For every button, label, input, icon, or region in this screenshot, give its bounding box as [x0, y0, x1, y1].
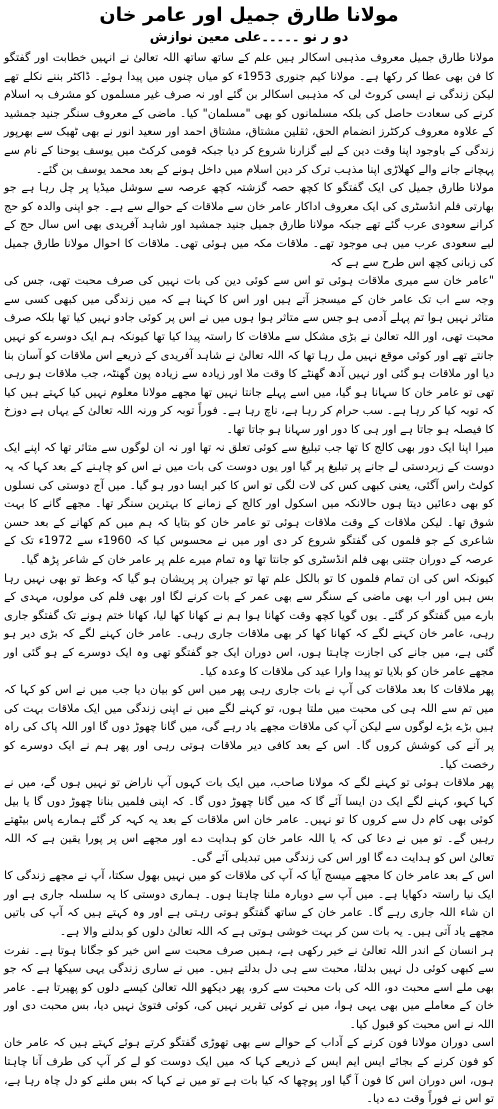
article-paragraph: مولانا طارق جمیل کی ایک گفتگو کا کچھ حصہ گزشتہ کچھ عرصہ سے سوشل میڈیا پر چل رہا ہے جو بھارتی فلم انڈسٹری کی ایک معروف اداکار عامر خان سے ملاقات کے حوالے سے ہے۔ جو اپنی والدہ کو حج کرانے سعودی عرب گئے تھے جبکہ مولانا طارق جمیل جنید جمشید اور شاہد آفریدی بھی اس سال حج کے لیے سعودی عرب میں ہی موجود تھے۔ ملاقات مکہ میں ہوئی تھی۔ ملاقات کا احوال مولانا طارق جمیل کی زبانی کچھ اس طرح سے ہے کہ [4, 181, 494, 269]
article-paragraph: اس کے بعد عامر خان کا مجھے میسج آیا کہ آپ کی ملاقات کو میں نہیں بھول سکتا، آپ نے مجھے زندگی کا ایک نیا راستہ دکھایا ہے۔ میں آپ سے دوبارہ ملنا چاہتا ہوں۔ ہماری دوستی کا یہ سلسلہ جاری ہے اور ان شاء اللہ جاری رہے گا۔ عامر خان کے ساتھ گفتگو ہوتی رہتی ہے اور وہ کہتے ہیں کہ آپ کی باتیں مجھے یاد آتی ہیں۔ یہ بات سن کر بہت خوشی ہوتی ہے کہ اللہ تعالیٰ دلوں کو بدلنے والا ہے۔ [4, 869, 494, 938]
article-byline: دو ر نو ۔۔۔۔۔علی معین نوازش [149, 30, 349, 45]
article-paragraph: ہر انسان کے اندر اللہ تعالیٰ نے خیر رکھی ہے، ہمیں صرف محبت سے اس خیر کو جگانا ہوتا ہے۔ نفرت سے کبھی کوئی دل نہیں بدلتا، محبت سے ہی دل بدلتے ہیں۔ میں نے ساری زندگی یہی سیکھا ہے کہ جو بھی ملے اسے محبت دو، اللہ کی بات محبت سے کرو، پھر دیکھو اللہ تعالیٰ کیسے دلوں کو پھیرتا ہے۔ عامر خان کے معاملے میں بھی یہی ہوا، میں نے کوئی تقریر نہیں کی، کوئی فتویٰ نہیں دیا، بس محبت دی اور اللہ نے اس محبت کو قبول کیا۔ [4, 943, 494, 1031]
article-paragraph: میرا اپنا ایک دور بھی کالج کا تھا جب تبلیغ سے کوئی تعلق نہ تھا اور نہ ان لوگوں سے متاثر تھا کہ اپنے ایک دوست کے زبردستی لے جانے پر تبلیغ پر گیا اور یوں دوست کی بات میں نے اس کو چاہنے کے بعد کہا کہ یہ کولٹ راس آگئی، یعنی کبھی کس کی لات لگی تو اس کا کبر ایسا دور ہو گیا۔ میں آج دوستی کی نسلوں کو بھی دعائیں دیتا ہوں حالانکہ میں اسکول اور کالج کے زمانے کا بہترین سنگر تھا۔ مجھے گانے کا بہت شوق تھا۔ لیکن ملاقات کے وقت ملاقات ہوئی تو عامر خان کو بتایا کہ ہم میں کم کھانے کے بعد حسن شاعری کے جو فلموں کی گفتگو شروع کر دی اور میں نے محسوس کیا کہ 1960ء سے 1972ء تک کے عرصہ کے دوران جتنی بھی فلم انڈسٹری کو جانتا تھا وہ تمام میرے علم پر عامر خان کے شاعر پڑھ گیا۔ [4, 441, 494, 567]
article-paragraph: کیونکہ اس کی ان تمام فلموں کا تو بالکل علم تھا تو جیران پر پریشان ہو گیا کہ وعظ تو بھی نہیں رہا بس ہیں اور اب بھی ماضی کے سنگر سے بھی عمر کے بات کرنے لگا اور بھی فلم کی مولوں، مہدی کے بارے میں گفتگو کر گئے۔ یوں گویا کچھ وقت کھانا ہوا ہم نے کھانا کھا لیا، کھانا ختم ہونے تک گفتگو جاری رہی، عامر خان کہنے لگے کہ کھانا کھا کر بھی ملاقات جاری رہی۔ عامر خان کہنے لگے کہ بڑی دیر ہو گئی ہے، میں جانے کی اجازت چاہتا ہوں، اس دوران ایک جو گفتگو تھی وہ ایک دوسرے کے ہو گئی اور مجھے عامر خان کو بلایا تو پیدا وارا عید کی ملاقات کا وعدہ کیا۔ [4, 571, 494, 678]
article-title: مولانا طارق جمیل اور عامر خان [99, 4, 399, 26]
article-paragraph: پھر ملاقات ہوئی تو کہنے لگے کہ مولانا صاحب، میں ایک بات کہوں آپ ناراض تو نہیں ہوں گے، میں نے کہا کہو، کہنے لگے ایک دن ایسا آئے گا کہ میں گانا چھوڑ دوں گا۔ کہ اپنی فلمیں بنانا چھوڑ دوں گا یا بیل کوئی بھی کام دل سے کروں کا تو نہیں۔ عامر خان اس ملاقات کے بعد یہ کہہ کر گئے ہمارے پاس بیٹھتے رہیں گے۔ تو میں نے دعا کی کہ یا اللہ عامر خان کو ہدایت دے اور مجھے اس پر پورا یقین ہے کہ اللہ تعالیٰ اس کو ہدایت دے گا اور اس کی زندگی میں تبدیلی آئے گی۔ [4, 776, 494, 864]
article-paragraph: اسی دوران مولانا فون کرنے کے آداب کے حوالے سے بھی تھوڑی گفتگو کرتے ہوئے کہتے ہیں کہ عامر خان کو فون کرنے کے بجائے ایس ایم ایس کے ذریعے کہا کہ میں ایک دوست کو لے کر آپ کی طرف آنا چاہتا ہوں، اس دوران اس کا فون آ گیا اور پوچھا کہ کیا بات ہے تو میں نے کہا کہ بس ملنے کو دل چاہ رہا ہے، تو اس نے فوراً وقت دے دیا۔ [4, 1036, 494, 1106]
article-paragraph: "عامر خان سے میری ملاقات ہوئی تو اس سے کوئی دین کی بات نہیں کی صرف محبت تھی، جس کی وجہ سے اب تک عامر خان کے میسجز آتے ہیں اور اس کا کہنا ہے کہ میں زندگی میں کبھی کسی سے متاثر نہیں ہوا تم پہلے آدمی ہو جس سے متاثر ہوا ہوں میں نے اس پر کوئی جادو نہیں کیا تھا بلکہ صرف محبت تھی، اور اللہ تعالیٰ نے بڑی مشکل سے ملاقات کا راستہ پیدا کیا تھا کیونکہ ہم ایک دوسرے کو نہیں جانتے تھے اور کوئی موقع نہیں مل رہا تھا کہ اللہ تعالیٰ نے شاہد آفریدی کے ذریعے اس ملاقات کو آسان بنا دیا اور ملاقات ہو گئی اور نہیں آدھ گھنٹے کا وقت ملا اور زیادہ سے زیادہ پون گھنٹہ، جب ملاقات ہو رہی تھی تو عامر خان کا سہانا ہو گیا، میں اسے پہلے جانتا نہیں تھا مجھے مولانا معلوم نہیں کیا کہتے ہیں کیا کہ توبہ کیا کر رہا ہے۔ سب حرام کر رہا ہے، ناچ رہا ہے۔ فوراً توبہ کر ورنہ اللہ تعالیٰ کے یہاں ہے دوزخ کا فیصلہ ہو جاتا ہے اور ہی کا دور اور سہانا ہو جاتا تھا۔ [4, 274, 494, 436]
article-paragraph: پھر ملاقات کا بعد ملاقات کی آپ نے بات جاری رہی پھر میں اس کو بیان دیا جب میں نے اس کو کہا کہ میں تم سے اللہ ہی کی محبت میں ملتا ہوں، تو کہنے لگے میں نے اپنی زندگی میں ایک ملاقات بہت کی ہیں بڑے بڑے لوگوں سے لیکن آپ کی ملاقات مجھے یاد رہے گی، میں گانا چھوڑ دوں گا اور اللہ پاک کی راہ پر آنے کی کوشش کروں گا۔ اس کے بعد کافی دیر ملاقات ہوتی رہی اور پھر ہم نے ایک دوسرے کو رخصت کیا۔ [4, 683, 494, 771]
article-body [4, 49, 494, 1109]
article-paragraph: مولانا طارق جمیل معروف مذہبی اسکالر ہیں علم کے ساتھ ساتھ اللہ تعالیٰ نے انہیں خطابت اور گفتگو کا فن بھی عطا کر رکھا ہے۔ مولانا کیم جنوری 1953ء کو میاں چنوں میں پیدا ہوئے۔ ڈاکٹر بننے نکلے تھے لیکن زندگی نے ایسی کروٹ لی کہ مذہبی اسکالر بن گئے اور نہ صرف غیر مسلموں کو مشرف بہ اسلام کرنے کی سعادت حاصل کی بلکہ مسلمانوں کو بھی "مسلمان" کیا۔ ماضی کے معروف سنگر جنید جمشید کے علاوہ معروف کرکٹرز انضمام الحق، ثقلین مشتاق، مشتاق احمد اور سعید انور نے بھی ٹھیک سے بھرپور زندگی کے باوجود اپنا وقت دین کے لیے گزارنا شروع کر دیا جبکہ قومی کرکٹ میں یوسف یوحنا کے نام سے پہچانے جانے والے کھلاڑی اپنا مذہب ترک کر دین اسلام میں داخل ہونے کے بعد محمد یوسف بن گئے۔ [4, 51, 494, 176]
